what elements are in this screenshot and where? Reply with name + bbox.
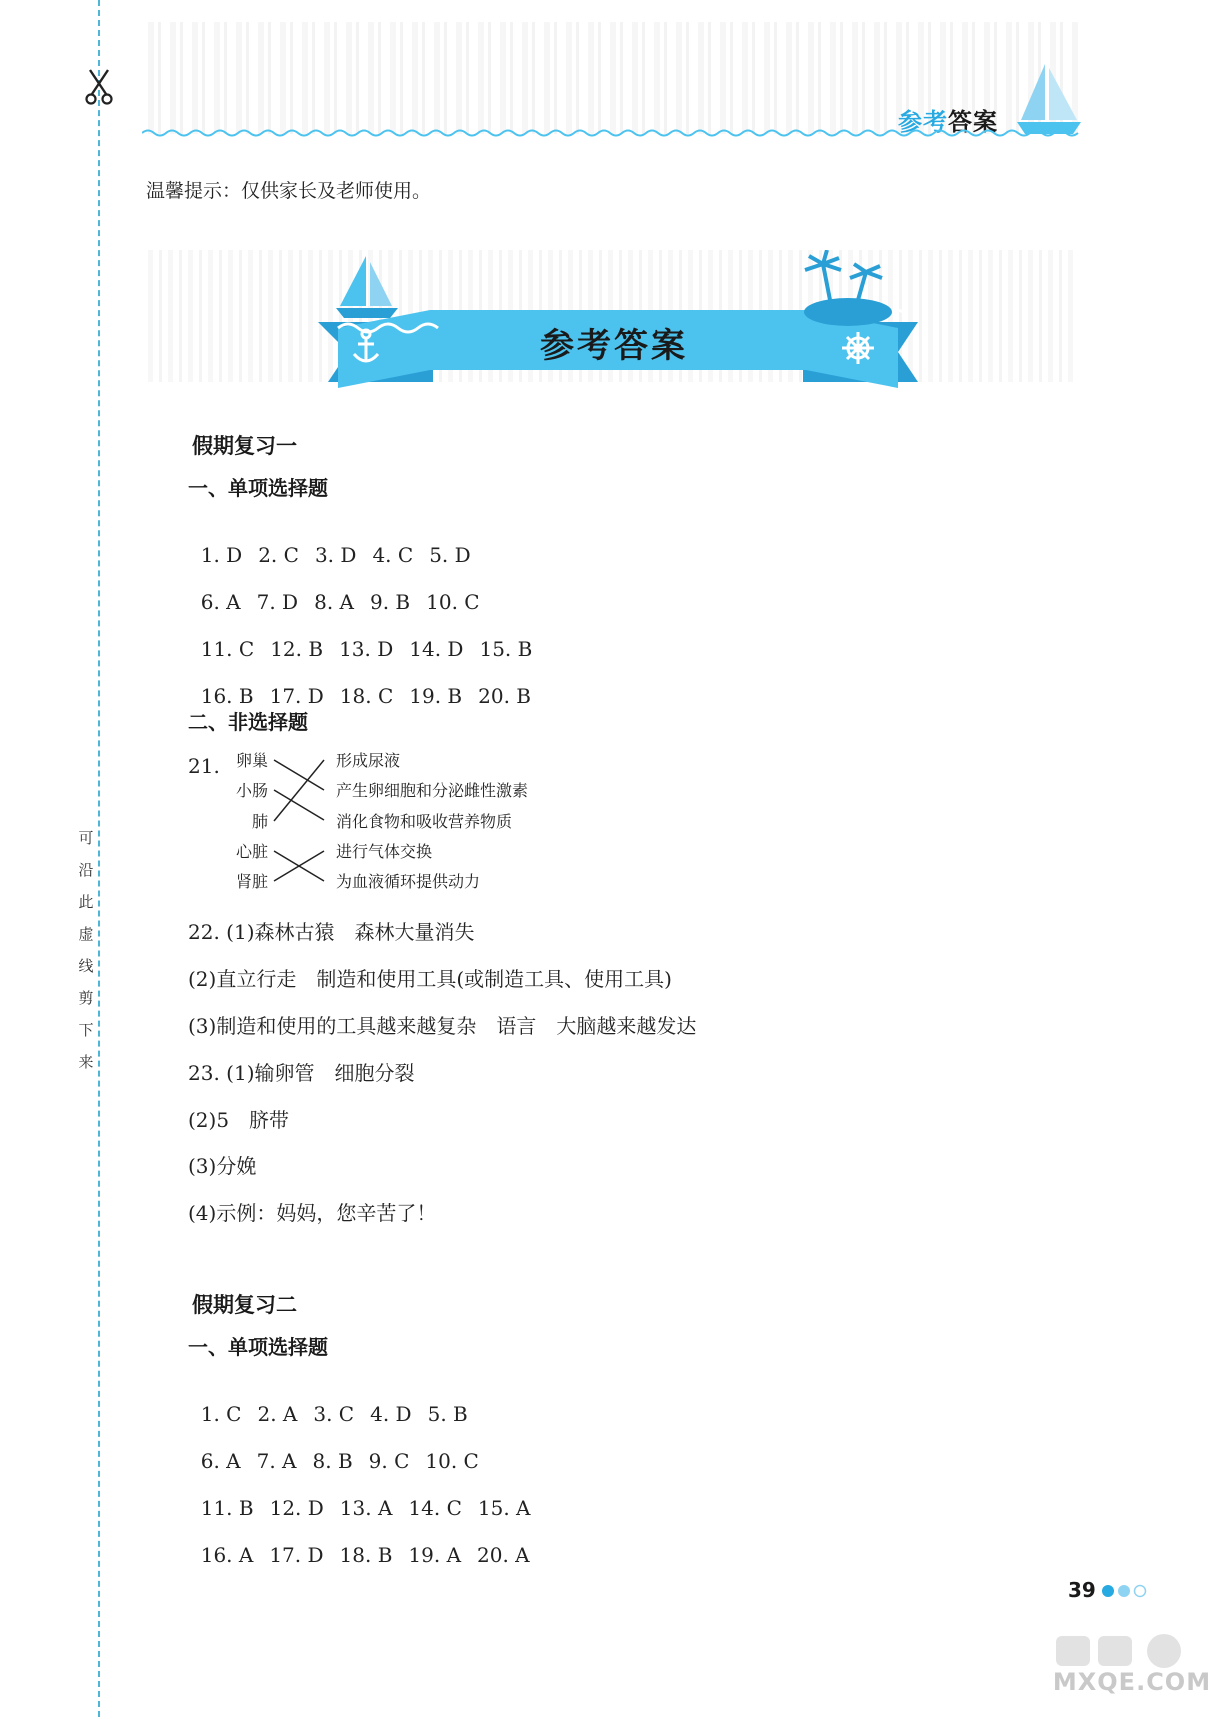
answer-item: 2. C xyxy=(258,543,299,567)
subsection-title: 二、非选择题 xyxy=(188,710,308,734)
section-title: 假期复习二 xyxy=(192,1293,297,1317)
answer-row xyxy=(188,1378,484,1426)
cut-hint-char: 来 xyxy=(78,1053,94,1071)
answer-item: 4. D xyxy=(370,1402,412,1426)
answer-item: 20. A xyxy=(477,1543,530,1567)
matching-diagram xyxy=(188,748,568,898)
answer-item: 12. D xyxy=(269,1496,324,1520)
banner-title: 参考答案 xyxy=(540,326,688,366)
header-title-part2: 答案 xyxy=(948,108,998,136)
answer-item: 1. D xyxy=(200,543,243,567)
match-right-item: 为血液循环提供动力 xyxy=(336,872,481,891)
match-right-item: 消化食物和吸收营养物质 xyxy=(336,812,513,831)
notice-text: 温馨提示：仅供家长及老师使用。 xyxy=(146,180,432,202)
page-number: 39 xyxy=(1068,1578,1096,1602)
match-left-item: 卵巢 xyxy=(235,751,268,770)
matching-lines xyxy=(270,748,330,898)
answer-item: 15. B xyxy=(479,637,533,661)
answer-item: 4. C xyxy=(372,543,414,567)
answer-item: 18. B xyxy=(339,1543,393,1567)
answer-row xyxy=(188,566,496,614)
answer-item: 9. C xyxy=(368,1449,410,1473)
subsection-title: 一、单项选择题 xyxy=(188,476,328,500)
section-title: 假期复习一 xyxy=(192,434,297,458)
answer-row xyxy=(188,1519,546,1567)
answer-item: 9. B xyxy=(369,590,411,614)
answer-item: 15. A xyxy=(477,1496,531,1520)
answer-line: (3)制造和使用的工具越来越复杂 语言 大脑越来越发达 xyxy=(188,1014,697,1038)
answer-item: 20. B xyxy=(478,684,532,708)
sailboat-icon xyxy=(336,256,398,318)
answer-line: 23. (1)输卵管 细胞分裂 xyxy=(188,1061,415,1085)
cut-hint-char: 沿 xyxy=(78,861,94,879)
answer-item: 18. C xyxy=(339,684,394,708)
header-title-part1: 参考 xyxy=(898,108,948,136)
answer-item: 16. A xyxy=(200,1543,254,1567)
scissors-icon xyxy=(84,68,114,106)
answer-row xyxy=(188,519,487,567)
answer-item: 10. C xyxy=(426,590,480,614)
cut-hint-char: 下 xyxy=(78,1021,94,1039)
answer-item: 14. C xyxy=(408,1496,462,1520)
answer-item: 13. D xyxy=(339,637,394,661)
sailboat-icon xyxy=(1015,62,1083,136)
match-left-item: 小肠 xyxy=(235,781,268,800)
answer-item: 3. C xyxy=(313,1402,355,1426)
answer-item: 19. B xyxy=(409,684,463,708)
answer-item: 6. A xyxy=(200,590,241,614)
match-right-item: 进行气体交换 xyxy=(336,842,433,861)
cut-hint-char: 剪 xyxy=(78,989,94,1007)
subsection-title: 一、单项选择题 xyxy=(188,1335,328,1359)
answer-item: 11. C xyxy=(200,637,255,661)
answer-item: 10. C xyxy=(425,1449,479,1473)
island-palm-icon xyxy=(804,250,892,326)
answer-item: 6. A xyxy=(200,1449,241,1473)
answer-item: 3. D xyxy=(314,543,357,567)
cut-hint-char: 可 xyxy=(78,829,94,847)
answer-item: 12. B xyxy=(270,637,324,661)
answer-item: 7. D xyxy=(256,590,299,614)
answer-item: 2. A xyxy=(257,1402,298,1426)
answer-line: (3)分娩 xyxy=(188,1154,257,1178)
match-right-item: 产生卵细胞和分泌雌性激素 xyxy=(336,781,529,800)
answer-line: (4)示例：妈妈，您辛苦了！ xyxy=(188,1201,437,1225)
cut-hint xyxy=(76,822,96,1078)
cut-dashed-line xyxy=(98,0,100,1717)
answer-row xyxy=(188,613,548,661)
page-dots-icon xyxy=(1100,1583,1150,1599)
cut-hint-char: 线 xyxy=(78,957,94,975)
answer-row xyxy=(188,1472,546,1520)
answer-line: (2)直立行走 制造和使用工具(或制造工具、使用工具) xyxy=(188,967,672,991)
answer-item: 5. B xyxy=(427,1402,468,1426)
answer-item: 19. A xyxy=(408,1543,462,1567)
answer-item: 17. D xyxy=(269,684,324,708)
watermark-text: MXQE.COM xyxy=(1052,1668,1212,1696)
answer-item: 7. A xyxy=(256,1449,297,1473)
answer-line: 22. (1)森林古猿 森林大量消失 xyxy=(188,920,475,944)
answer-item: 13. A xyxy=(339,1496,393,1520)
answer-item: 1. C xyxy=(200,1402,242,1426)
wave-divider xyxy=(142,128,1080,138)
watermark-icon xyxy=(1052,1630,1212,1670)
watermark-logo xyxy=(1042,1630,1222,1714)
match-left-item: 心脏 xyxy=(235,842,268,861)
answer-row xyxy=(188,660,547,708)
answer-item: 11. B xyxy=(200,1496,254,1520)
match-right-item: 形成尿液 xyxy=(336,751,401,770)
answer-line: (2)5 脐带 xyxy=(188,1108,290,1132)
match-left-item: 肺 xyxy=(251,812,268,831)
cut-hint-char: 虚 xyxy=(78,925,94,943)
cut-hint-char: 此 xyxy=(78,893,94,911)
answer-row xyxy=(188,1425,495,1473)
question-number: 21. xyxy=(188,754,220,778)
match-left-item: 肾脏 xyxy=(235,872,268,891)
answer-item: 17. D xyxy=(269,1543,324,1567)
answer-item: 8. A xyxy=(314,590,354,614)
answer-item: 14. D xyxy=(409,637,464,661)
answer-item: 5. D xyxy=(429,543,471,567)
answer-item: 16. B xyxy=(200,684,254,708)
answer-item: 8. B xyxy=(312,1449,353,1473)
